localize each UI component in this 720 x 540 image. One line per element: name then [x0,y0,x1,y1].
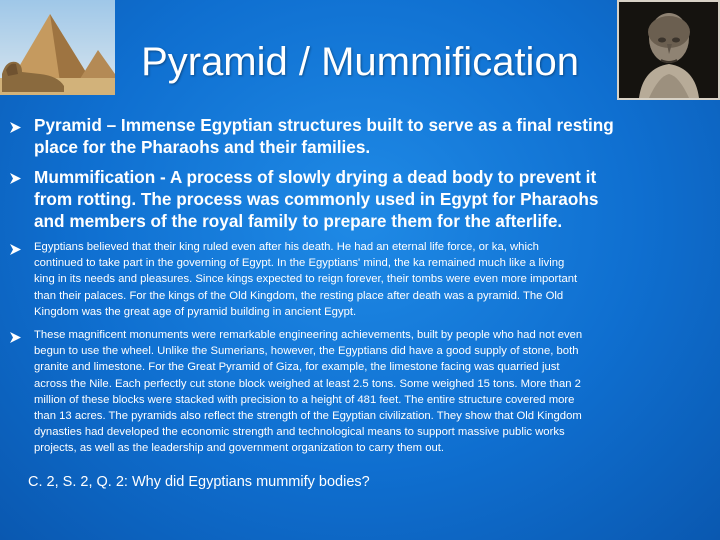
arrowhead-bullet-icon [9,331,22,344]
bullet-line: from rotting. The process was commonly used in Egypt for Pharaohs [34,189,599,209]
bullet-line: million of these blocks were stacked with precision to a height of 481 feet. The entire structure covered more [34,393,575,406]
bullet-text [34,166,714,232]
bullet-line: Kingdom was the great age of pyramid building in ancient Egypt. [34,305,357,318]
bullet-text [34,239,718,320]
bullet-line: Pyramid – Immense Egyptian structures built to serve as a final resting [34,115,614,135]
arrowhead-bullet-icon [9,121,22,134]
bullet-line: than their palaces. For the kings of the Old Kingdom, the resting place after death was a pyramid. The Old [34,289,564,302]
bullet-line: projects, as well as the leadership and government organization to carry them out. [34,442,445,455]
bullet-line: granite and limestone. For the Great Pyramid of Giza, for example, the limestone facing was quarried just [34,361,560,374]
arrowhead-bullet-icon [9,172,22,185]
bullet-text [34,114,714,158]
bullet-line: and members of the royal family to prepare them for the afterlife. [34,211,563,231]
bullet-line: begun to use the wheel. Unlike the Sumerians, however, the Egyptians did have a good supply of stone, both [34,345,579,358]
bullet-line: king in its needs and pleasures. Since kings expected to reign forever, their tombs were even more important [34,273,578,286]
slide-title: Pyramid / Mummification [141,40,579,84]
bullet-line: These magnificent monuments were remarkable engineering achievements, built by people who had not even [34,329,583,341]
bullet-text [34,327,718,457]
arrowhead-bullet-icon [9,243,22,256]
bullet-line: across the Nile. Each perfectly cut stone block weighed at least 2.5 tons. Some weighed 15 tons. More than 2 [34,377,581,390]
bullet-line: Mummification - A process of slowly drying a dead body to prevent it [34,167,597,187]
review-question: C. 2, S. 2, Q. 2: Why did Egyptians mummify bodies? [28,474,370,490]
bullet-line: continued to take part in the governing of Egypt. In the Egyptians' mind, the ka remained much like a living [34,257,565,270]
bullet-line: Egyptians believed that their king ruled even after his death. He had an eternal life force, or ka, which [34,241,539,253]
bullet-line: than 13 acres. The pyramids also reflect the strength of the Egyptian civilization. They show that Old Kingdom [34,410,582,423]
bullet-line: place for the Pharaohs and their families. [34,137,371,157]
bullet-line: dynasties had developed the economic strength and technological means to support massive public works [34,426,565,439]
